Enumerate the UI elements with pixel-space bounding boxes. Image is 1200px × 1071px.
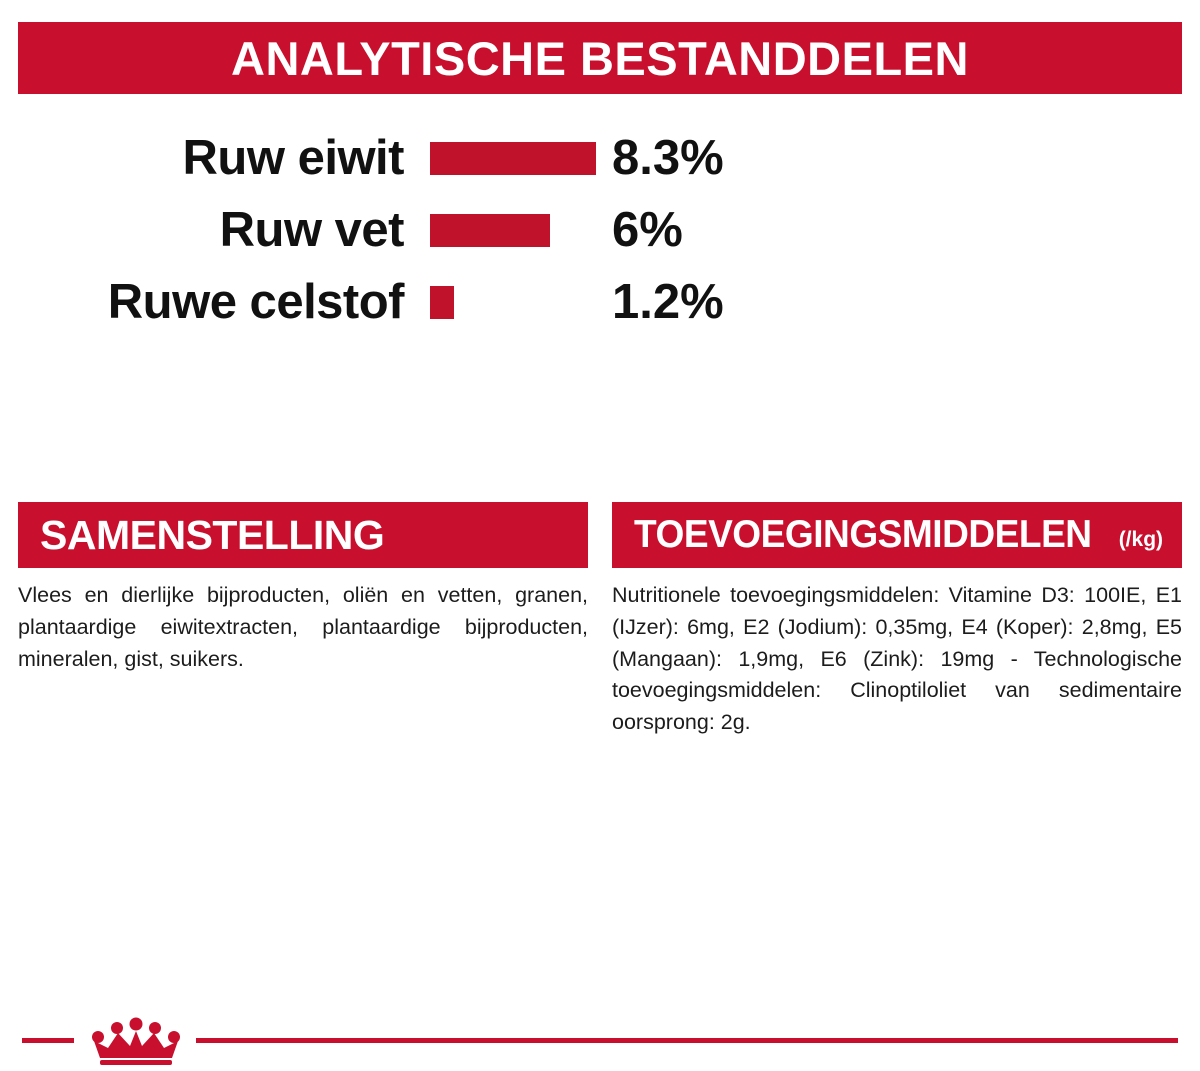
chart-bar-track — [430, 286, 600, 319]
brand-footer — [0, 1011, 1200, 1071]
info-panels — [18, 502, 1182, 739]
analytical-constituents-header — [18, 22, 1182, 94]
chart-bar — [430, 214, 550, 247]
chart-row-value: 1.2% — [612, 275, 724, 329]
footer-rule-left — [22, 1038, 74, 1043]
additives-panel-body: Nutritionele toevoegingsmiddelen: Vitamine D3: 100IE, E1 (IJzer): 6mg, E2 (Jodium): 0,35mg, E4 (Koper): 2,8mg, E5 (Mangaan): 1,9mg, E6 (Zink): 19mg - Technologische toevoegingsmiddelen: Clinoptiloliet van sedimentaire oorsprong: 2g. — [612, 583, 1182, 735]
analytical-constituents-chart — [18, 122, 1182, 338]
chart-row — [18, 194, 1182, 266]
additives-panel — [612, 502, 1182, 739]
additives-panel-unit: (/kg) — [1118, 528, 1164, 551]
chart-bar-track — [430, 142, 600, 175]
composition-panel-title: SAMENSTELLING — [40, 511, 385, 558]
additives-panel-header — [612, 502, 1182, 568]
footer-rule-right — [196, 1038, 1178, 1043]
composition-panel-body: Vlees en dierlijke bijproducten, oliën en vetten, granen, plantaardige eiwitextracten, plantaardige bijproducten, mineralen, gist, suikers. — [18, 583, 588, 671]
composition-panel — [18, 502, 588, 739]
chart-row-value: 6% — [612, 203, 683, 257]
page-title: ANALYTISCHE BESTANDDELEN — [231, 31, 969, 85]
additives-panel-title: TOEVOEGINGSMIDDELEN — [634, 513, 1092, 556]
crown-icon — [86, 1015, 186, 1067]
chart-row-value: 8.3% — [612, 131, 724, 185]
chart-bar-track — [430, 214, 600, 247]
chart-row-label: Ruw eiwit — [182, 131, 404, 185]
chart-bar — [430, 286, 454, 319]
chart-row — [18, 266, 1182, 338]
chart-row — [18, 122, 1182, 194]
chart-bar — [430, 142, 596, 175]
chart-row-label: Ruwe celstof — [107, 275, 404, 329]
chart-row-label: Ruw vet — [219, 203, 404, 257]
composition-panel-header — [18, 502, 588, 568]
